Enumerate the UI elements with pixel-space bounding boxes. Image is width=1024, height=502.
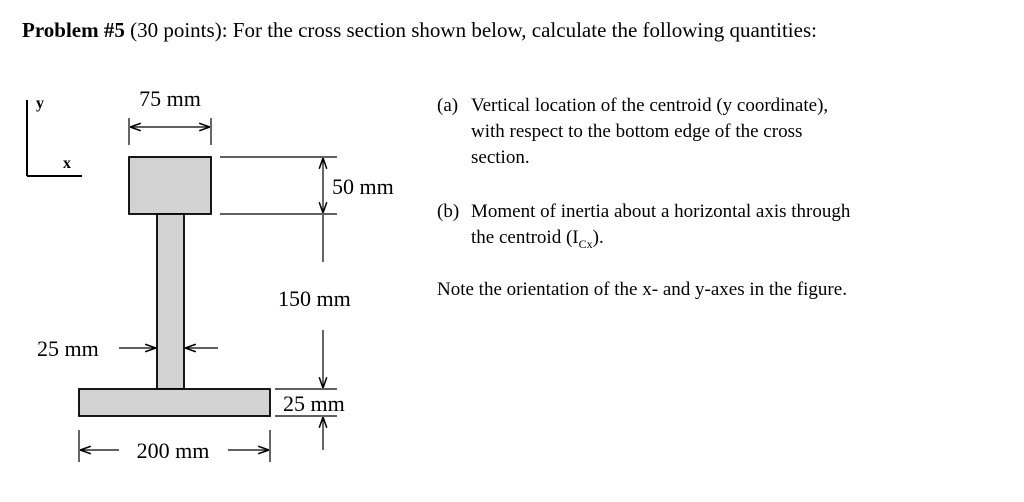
dim-web-height-label: 150 mm <box>278 286 351 311</box>
web <box>157 214 184 389</box>
dim-top-flange-label: 50 mm <box>332 174 394 199</box>
i-beam-section <box>79 157 270 416</box>
dim-bottom-flange-height-label: 25 mm <box>283 391 345 416</box>
dim-flange-width <box>129 86 211 145</box>
x-axis-label: x <box>63 155 71 172</box>
dim-web-width <box>37 336 218 361</box>
question-b <box>437 199 850 257</box>
problem-points: (30 points) <box>130 18 222 42</box>
question-a-line3: section. <box>471 147 530 168</box>
problem-prompt: : For the cross section shown below, calculate the following quantities: <box>221 18 817 42</box>
bottom-flange <box>79 389 270 416</box>
cross-section-figure <box>0 0 430 502</box>
problem-label: Problem #5 <box>22 18 125 42</box>
question-a-line2: with respect to the bottom edge of the cross <box>471 121 803 142</box>
question-b-subscript: Cx <box>578 236 593 251</box>
question-a-line1: Vertical location of the centroid (y coordinate), <box>471 95 829 116</box>
question-b-line2-pre: the centroid (I <box>471 227 579 248</box>
question-b-label: (b) <box>437 201 460 222</box>
question-b-line1: Moment of inertia about a horizontal axis through <box>471 201 851 222</box>
question-a-label: (a) <box>437 95 459 116</box>
orientation-note <box>437 277 847 303</box>
dim-bottom-width-label: 200 mm <box>136 438 210 463</box>
question-b-line2-post: ). <box>592 227 604 248</box>
axis-indicator <box>27 95 82 176</box>
dim-flange-width-label: 75 mm <box>139 86 201 111</box>
question-b-line2 <box>437 225 850 257</box>
orientation-note-text: Note the orientation of the x- and y-axes in the figure. <box>437 279 847 300</box>
dim-bottom-width <box>79 430 270 463</box>
dim-web-width-label: 25 mm <box>37 336 99 361</box>
top-flange <box>129 157 211 214</box>
y-axis-label: y <box>36 95 44 112</box>
question-a <box>437 93 828 171</box>
